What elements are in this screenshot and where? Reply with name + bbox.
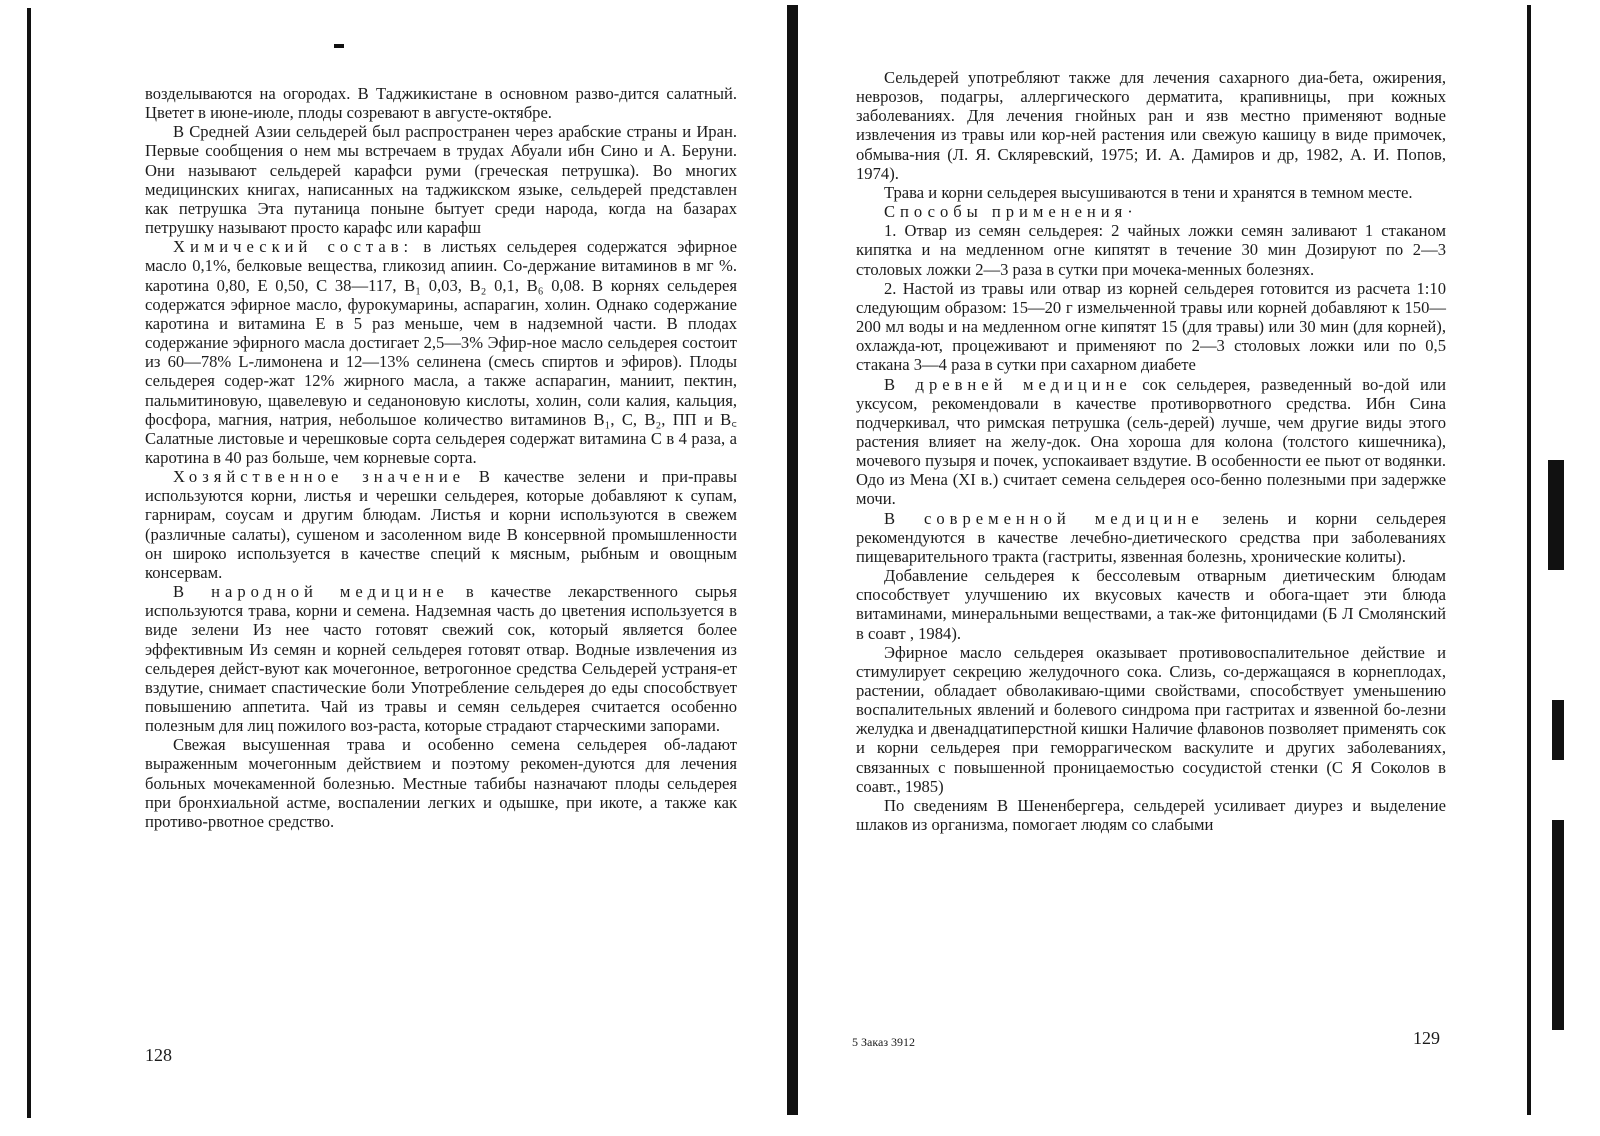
right-paragraph-10: По сведениям В Шененбергера, сельдерей усиливает диурез и выделение шлаков из организма, помогает людям со слабыми [856,795,1446,835]
scan-edge-right-block [1548,460,1564,570]
left-paragraph-4: Хозяйственное значение В качестве зелени и при-правы используются корни, листья и черешки сельдерея, которые добавляют к супам, гарнирам, соусам и другим блюдам. Листья и корни используются в свежем (различные салаты), сушеном и засоленном виде В консервной промышленности он широко используется в качестве специй к мясным, рыбным и овощным консервам. [145,467,738,582]
right-paragraph-5: 2. Настой из травы или отвар из корней сельдерея готовится из расчета 1:10 следующим образом: 15—20 г измельченной травы или корней добавляют к 150—200 мл воды и на медленном огне кипятят 15 (для травы) или 30 мин (для корней), охлажда-ют, процеживают и применяют по 2—3 столовых ложки или по 0,5 стакана 3—4 раза в сутки при сахарном диабете [856,278,1446,375]
right-paragraph-3 [856,202,1446,221]
scan-edge-right [1527,5,1531,1115]
page-number-right: 129 [1413,1028,1440,1048]
left-paragraph-6: Свежая высушенная трава и особенно семена сельдерея об-ладают выраженным мочегонным действием и поэтому рекомен-дуются для лечения больных мочекаменной болезнью. Местные табибы назначают плоды сельдерея при бронхиальной астме, воспалении легких и одышке, при икоте, а также как противо-рвотное средство. [145,735,737,831]
right-paragraph-8: Добавление сельдерея к бессолевым отварным диетическим блюдам способствует улучшению их вкусовых качеств и обога-щает эти блюда витаминами, минеральными веществами, а так-же фитонцидами (Б Л Смолянский в соавт , 1984). [856,566,1446,643]
right-paragraph-7: В современной медицине зелень и корни сельдерея рекомендуются в качестве лечебно-диетического средства при заболеваниях пищеварительного тракта (гастриты, язвенная болезнь, хронические колиты). [856,508,1446,566]
section-heading-folk-medicine: В народной медицине [173,582,449,602]
printer-signature: 5 Заказ 3912 [852,1035,916,1049]
ink-speck [334,44,344,48]
left-paragraph-3: Химический состав: в листьях сельдерея содержатся эфирное масло 0,1%, белковые вещества, гликозид апиин. Со-держание витаминов в мг %. каротина 0,80, Е 0,50, С 38—117, В₁ 0,03, В₂ 0,1, В₆ 0,08. В корнях сельдерея содержатся эфирное масло, фурокумарины, аспарагин, холин. Однако содержание каротина и витамина Е в 5 раз меньше, чем в надземной части. В плодах содержание эфирного масла достигает 2,5—3% Эфир-ное масло сельдерея состоит из 60—78% L-лимонена и 12—13% селинена (смесь спиртов и эфиров). Плоды сельдерея содер-жат 12% жирного масла, а также аспарагин, маниит, пектин, пальмитиновую, щавелевую и седаноновую кислоты, холин, соли калия, кальция, фосфора, магния, натрия, небольшое количество витаминов В₁, С, В₂, ПП и В꜀ Салатные листовые и черешковые сорта сельдерея содержат витамина С в 4 раза, а каротина в 40 раз больше, чем корневые сорта. [145,237,737,467]
right-paragraph-2: Трава и корни сельдерея высушиваются в тени и хранятся в темном месте. [884,182,1413,202]
right-page [856,68,1446,834]
section-heading-ancient-medicine: В древней медицине [884,374,1132,394]
left-paragraph-5: В народной медицине в качестве лекарственного сырья используются трава, корни и семена. Надземная часть до цветения используется в виде зелени Из нее часто готовят свежий сок, который является более эффективным Из семян и корней сельдерея готовят отвар. Водные извлечения из сельдерея дейст-вуют как мочегонное, ветрогонное средства Сельдерей устраня-ет вздутие, снимает спастические боли Употребление сельдерея до еды способствует повышению аппетита. Чай из травы и семян сельдерея считается особенно полезным для лиц пожилого воз-раста, которые страдают старческими запорами. [145,582,737,736]
section-heading-economic-value: Хозяйственное значение [173,467,466,487]
left-paragraph-1: возделываются на огородах. В Таджикистане в основном разво-дится салатный. Цветет в июне-июле, плоды созревают в августе-октябре. [145,84,737,123]
section-heading-chemical-composition: Химический состав: [173,237,414,257]
scan-edge-right-block3 [1552,820,1564,1030]
scan-edge-right-block2 [1552,700,1564,760]
left-paragraph-2: В Средней Азии сельдерей был распространен через арабские страны и Иран. Первые сообщения о нем мы встречаем в трудах Абуали ибн Сино и А. Беруни. Они называют сельдерей карафси руми (греческая петрушка). Во многих медицинских книгах, написанных на таджикском языке, сельдерей представлен как петрушка Эта путаница поныне бытует среди народа, когда на базарах петрушку называют просто карафс или карафш [145,122,737,238]
page-number-left: 128 [145,1045,172,1065]
scan-gutter-shadow [787,5,798,1115]
right-paragraph-6: В древней медицине сок сельдерея, разведенный во-дой или уксусом, рекомендовали в качестве противорвотного средства. Ибн Сина подчеркивал, что римская петрушка (сель-дерей) лучше, чем другие виды этого растения влияет на желу-док. Она хороша для колона (толстого кишечника), мочевого пузыря и почек, успокаивает вздутие. В особенности ее пьют от водянки. Одо из Мена (XI в.) считает семена сельдерея осо-бенно полезными при задержке мочи. [856,374,1447,509]
right-paragraph-4: 1. Отвар из семян сельдерея: 2 чайных ложки семян заливают 1 стаканом кипятка и на медленном огне кипятят в течение 30 мин Дозируют по 2—3 столовых ложки 2—3 раза в сутки при мочека-менных болезнях. [856,221,1446,279]
section-heading-methods: Способы применения· [884,202,1138,222]
section-heading-modern-medicine: В современной медицине [884,508,1204,528]
right-paragraph-1: Сельдерей употребляют также для лечения сахарного диа-бета, ожирения, неврозов, подагры, аллергического дерматита, крапивницы, при кожных заболеваниях. Для лечения гнойных ран и язв местно применяют водные извлечения из травы или кор-ней растения или свежую кашицу в виде примочек, обмыва-ния (Л. Я. Скляревский, 1975; И. А. Дамиров и др, 1982, А. И. Попов, 1974). [856,68,1446,183]
right-paragraph-9: Эфирное масло сельдерея оказывает противовоспалительное действие и стимулирует секрецию желудочного сока. Слизь, со-держащаяся в корнеплодах, растении, обладает обволакиваю-щими свойствами, способствует уменьшению воспалительных явлений и болевого синдрома при гастритах и язвенной бо-лезни желудка и двенадцатиперстной кишки Наличие флавонов позволяет применять сок и корни сельдерея при геморрагическом васкулите и других заболеваниях, связанных с повышенной проницаемостью сосудистой стенки (С Я Соколов в соавт., 1985) [856,642,1446,796]
left-page [145,84,737,831]
scan-edge-left [27,8,31,1118]
